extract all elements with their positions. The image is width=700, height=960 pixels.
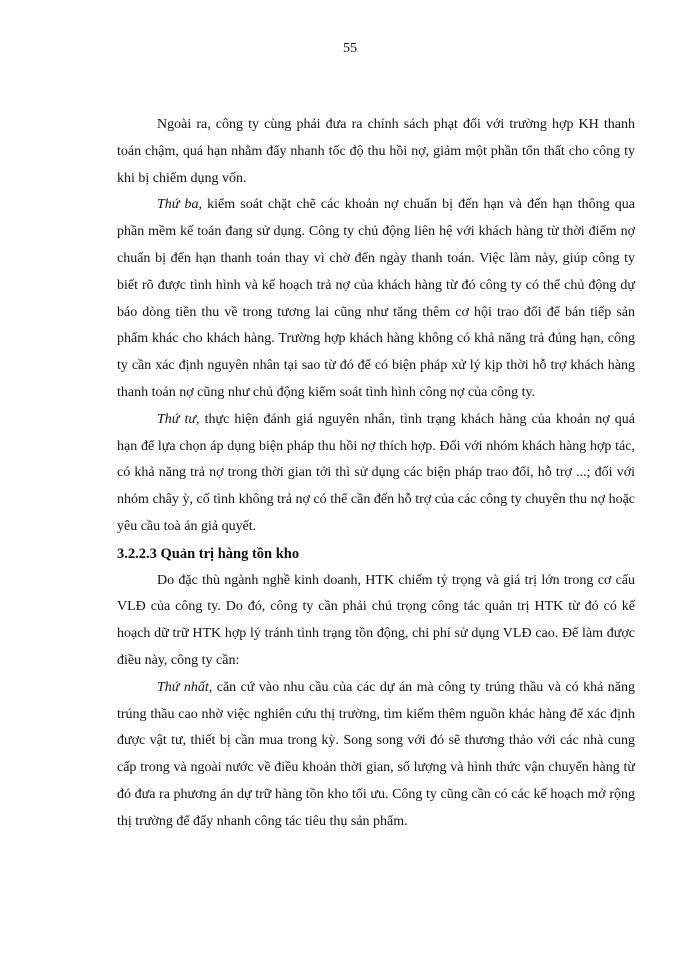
paragraph-text: thực hiện đánh giá nguyên nhân, tình trạng khách hàng của khoản nợ quá hạn để lựa chọn áp dụng biện pháp thu hồi nợ thích hợp. Đối với nhóm khách hàng hợp tác, có khả năng trả nợ trong thời gian tới thì sử dụng các biện pháp trao đổi, hỗ trợ ...; đối với nhóm chây ỳ, cố tình không trả nợ có thể cần đến hỗ trợ của các công ty chuyên thu nợ hoặc yêu cầu toà án giả quyết. [117,411,635,534]
paragraph-text: Do đặc thù ngành nghề kinh doanh, HTK chiếm tỷ trọng và giá trị lớn trong cơ cấu VLĐ của công ty. Do đó, công ty cần phải chú trọng công tác quản trị HTK từ đó có kế hoạch dữ trữ HTK hợp lý tránh tình trạng tồn động, chi phí sử dụng VLĐ cao. Để làm được điều này, công ty cần: [117,572,635,668]
paragraph [117,675,635,836]
paragraph [117,407,635,541]
paragraph-lead: Thứ nhất, [157,679,213,695]
paragraph-lead: Thứ ba, [157,197,203,213]
paragraph [117,568,635,675]
paragraph-lead: Thứ tư, [157,411,200,427]
section-heading: 3.2.2.3 Quản trị hàng tồn kho [117,545,300,562]
paragraph [117,112,635,192]
page-body [117,112,635,836]
paragraph [117,192,635,406]
page-number: 55 [343,41,357,56]
paragraph-text: kiểm soát chặt chẽ các khoản nợ chuẩn bị đến hạn và đến hạn thông qua phần mềm kế toán đang sử dụng. Công ty chủ động liên hệ với khách hàng từ thời điểm nợ chuẩn bị đến hạn thanh toán thay vì chờ đến ngày thanh toán. Việc làm này, giúp công ty biết rõ được tình hình và kế hoạch trả nợ của khách hàng từ đó công ty có thể chủ động dự báo dòng tiền thu về trong tương lai cũng như tăng thêm cơ hội trao đổi để bán tiếp sản phẩm khác cho khách hàng. Trường hợp khách hàng không có khả năng trả đúng hạn, công ty cần xác định nguyên nhân tại sao từ đó để có biện pháp xử lý kịp thời hỗ trợ khách hàng thanh toán nợ cũng như chủ động kiểm soát tình hình công nợ của công ty. [117,197,635,400]
paragraph-text: Ngoài ra, công ty cùng phải đưa ra chính sách phạt đối với trường hợp KH thanh toán chậm, quá hạn nhằm đẩy nhanh tốc độ thu hồi nợ, giảm một phần tổn thất cho công ty khi bị chiếm dụng vốn. [117,117,635,186]
paragraph-text: căn cứ vào nhu cầu của các dự án mà công ty trúng thầu và có khả năng trúng thầu cao nhờ việc nghiên cứu thị trường, tìm kiếm thêm nguồn khác hàng để xác định được vật tư, thiết bị cần mua trong kỳ. Song song với đó sẽ thương thảo với các nhà cung cấp trong và ngoài nước về điều khoản thời gian, số lượng và hình thức vận chuyển hàng từ đó đưa ra phương án dự trữ hàng tồn kho tối ưu. Công ty cũng cần có các kế hoạch mở rộng thị trường để đẩy nhanh công tác tiêu thụ sản phẩm. [117,679,636,829]
